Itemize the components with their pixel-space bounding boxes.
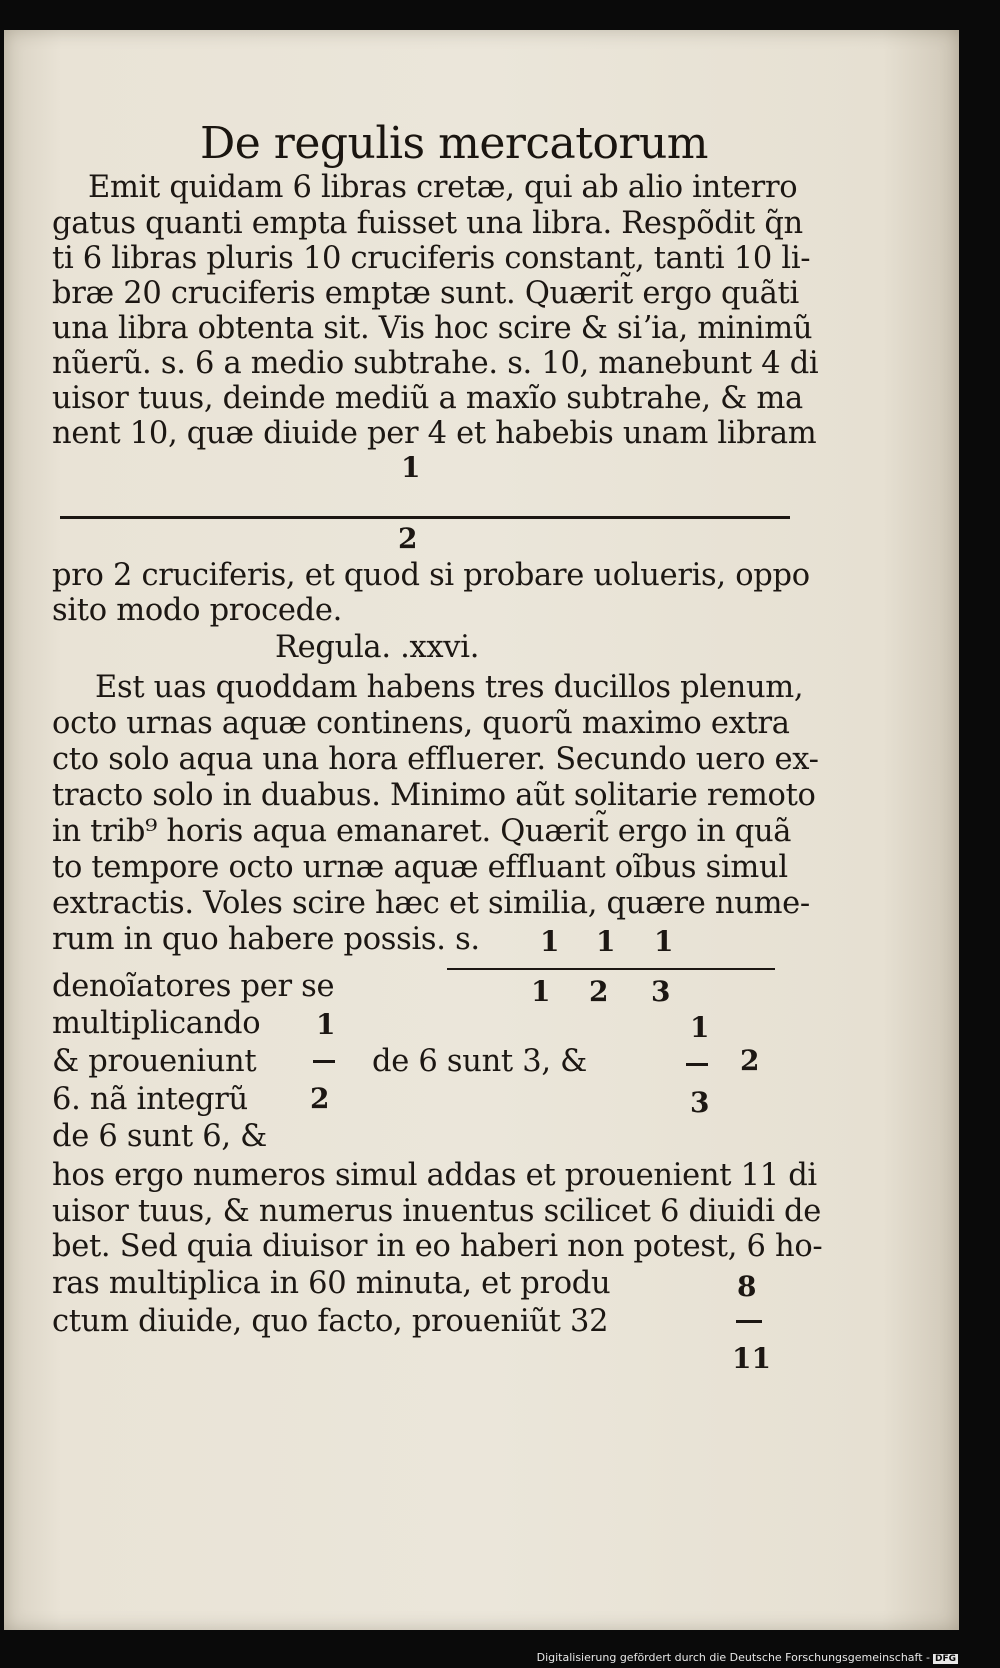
fraction-bar (60, 516, 790, 519)
text-line: ti 6 libras pluris 10 cruciferis constant, tanti 10 li- (52, 241, 811, 276)
text-line: nent 10, quæ diuide per 4 et habebis unam libram (52, 416, 817, 451)
fraction-numerator: 1 (401, 451, 421, 484)
fraction-denominator: 11 (732, 1342, 771, 1375)
fraction-numerator: 1 (316, 1008, 336, 1041)
text-line: multiplicando (52, 1006, 261, 1041)
fraction-bar (313, 1060, 335, 1063)
text-line: tracto solo in duabus. Minimo aũt solitarie remoto (52, 778, 816, 813)
text-line: in trib⁹ horis aqua emanaret. Quærit̃ ergo in quã (52, 814, 792, 849)
fraction-numerator: 1 (690, 1011, 710, 1044)
text-line: sito modo procede. (52, 593, 343, 628)
fraction-denominator: 2 (398, 522, 418, 555)
text-line: extractis. Voles scire hæc et similia, quære nume- (52, 886, 810, 921)
text-line: uisor tuus, deinde mediũ a maxĩo subtrahe, & ma (52, 381, 803, 416)
dfg-logo: DFG (934, 1654, 956, 1664)
fraction-denominator: 2 (589, 975, 609, 1008)
text-line: rum in quo habere possis. s. (52, 922, 480, 957)
text-line: 6. nã integrũ (52, 1082, 248, 1117)
rule-heading: Regula. .xxvi. (275, 630, 480, 665)
text-line: bet. Sed quia diuisor in eo haberi non potest, 6 ho- (52, 1229, 823, 1264)
fraction-denominator: 3 (651, 975, 671, 1008)
text-line: gatus quanti empta fuisset una libra. Respõdit q̃n (52, 206, 803, 241)
text-line: ras multiplica in 60 minuta, et produ (52, 1266, 611, 1301)
fraction-numerator: 1 (596, 925, 616, 958)
text-line: denoĩatores per se (52, 969, 335, 1004)
fraction-bar (447, 968, 775, 970)
fraction-bar (686, 1063, 708, 1066)
digitization-credit (537, 1651, 958, 1664)
text-line: hos ergo numeros simul addas et prouenient 11 di (52, 1158, 817, 1193)
credit-text: Digitalisierung gefördert durch die Deutsche Forschungsgemeinschaft - (536, 1651, 930, 1664)
text-line: bræ 20 cruciferis emptæ sunt. Quærit̃ ergo quãti (52, 276, 799, 311)
text-line: de 6 sunt 3, & (372, 1044, 588, 1079)
fraction-bar (736, 1320, 762, 1323)
fraction-denominator: 3 (690, 1086, 710, 1119)
text-line: uisor tuus, & numerus inuentus scilicet 6 diuidi de (52, 1194, 822, 1229)
text-line: pro 2 cruciferis, et quod si probare uolueris, oppo (52, 558, 810, 593)
text-line: una libra obtenta sit. Vis hoc scire & siʼia, minimũ (52, 311, 813, 346)
text-line: Emit quidam 6 libras cretæ, qui ab alio interro (88, 170, 798, 205)
text-line: cto solo aqua una hora effluerer. Secundo uero ex- (52, 742, 819, 777)
page-title: De regulis mercatorum (200, 118, 709, 169)
fraction-numerator: 8 (737, 1270, 757, 1303)
text-line: & proueniunt (52, 1044, 257, 1079)
fraction-numerator: 1 (540, 925, 560, 958)
text-line: nũerũ. s. 6 a medio subtrahe. s. 10, manebunt 4 di (52, 346, 819, 381)
fraction-denominator: 2 (310, 1082, 330, 1115)
text-line: ctum diuide, quo facto, proueniũt 32 (52, 1304, 609, 1339)
text-line: de 6 sunt 6, & (52, 1119, 268, 1154)
fraction-denominator: 1 (531, 975, 551, 1008)
fraction-numerator: 2 (740, 1044, 760, 1077)
text-line: to tempore octo urnæ aquæ effluant oĩbus simul (52, 850, 788, 885)
text-line: Est uas quoddam habens tres ducillos plenum, (95, 670, 804, 705)
fraction-numerator: 1 (654, 925, 674, 958)
text-line: octo urnas aquæ continens, quorũ maximo extra (52, 706, 790, 741)
